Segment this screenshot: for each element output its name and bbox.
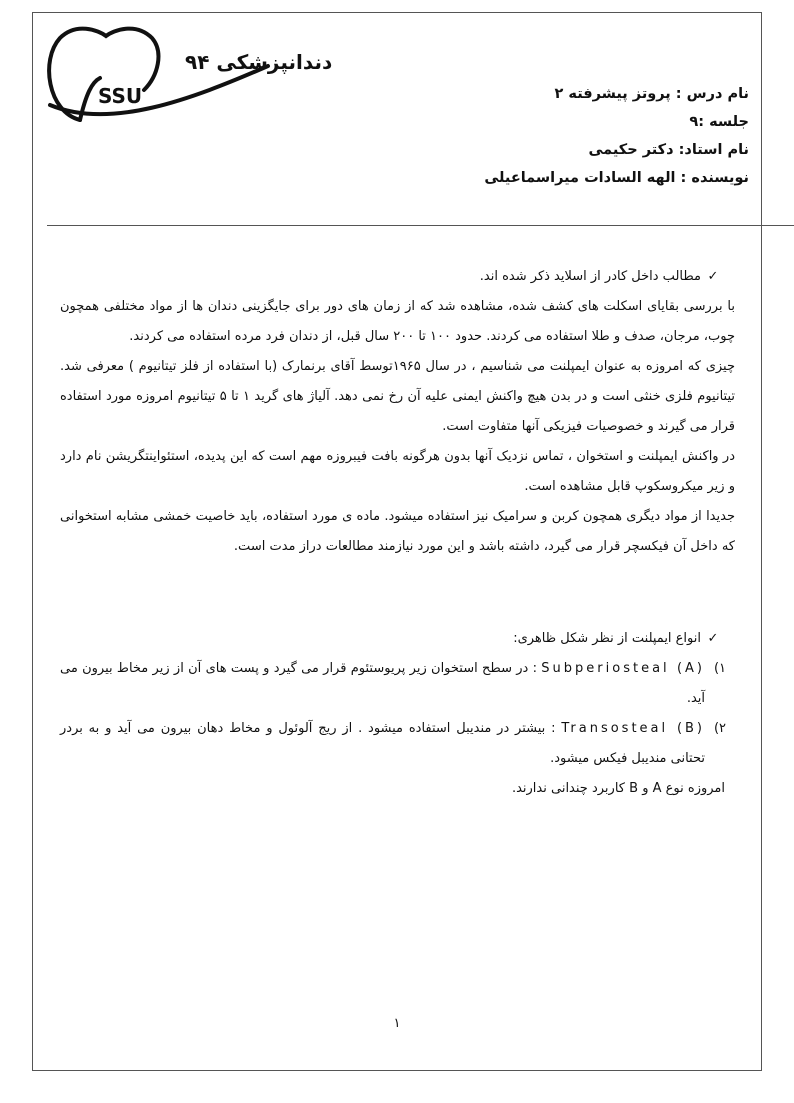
paragraph: جدیدا از مواد دیگری همچون کربن و سرامیک نیز استفاده میشود. ماده ی مورد استفاده، باید خاصیت خمشی مشابه استخوانی که داخل آن فیکسچر قرار می گیرد، داشته باشد و این مورد نیازمند مطالعات دراز مدت است. bbox=[60, 509, 735, 554]
paragraph: چیزی که امروزه به عنوان ایمپلنت می شناسیم ، در سال ۱۹۶۵توسط آقای برنمارک (با استفاده از فلز تیتانیوم ) معرفی شد. تیتانیوم فلزی خنثی است و در بدن هیچ واکنش ایمنی علیه آن رخ نمی دهد. آلیاژ های گرید ۱ تا ۵ تیتانیوم امروزه مورد استفاده قرار می گیرند و خصوصیات فیزیکی آنها متفاوت است. bbox=[60, 359, 736, 434]
session-number: جلسه :۹ bbox=[689, 114, 749, 130]
paragraph: با بررسی بقایای اسکلت های کشف شده، مشاهده شد که از زمان های دور برای جایگزینی دندان ها از مواد مختلفی همچون چوب، مرجان، صدف و طلا استفاده می کردند. حدود ۱۰۰ تا ۲۰۰ سال قبل، از دندان فرد مرده استفاده می کردند. bbox=[60, 299, 735, 344]
header-info bbox=[389, 80, 749, 192]
paragraph: در واکنش ایمپلنت و استخوان ، تماس نزدیک آنها بدون هرگونه بافت فیبروزه مهم است که این پدیده، استئواینتگریشن نام دارد و زیر میکروسکوپ قابل مشاهده است. bbox=[60, 449, 735, 494]
checkmark-icon: ✓ bbox=[707, 631, 719, 646]
implant-type-term: Transosteal (B) bbox=[561, 721, 706, 736]
course-name: نام درس : پروتز پیشرفته ۲ bbox=[554, 86, 749, 102]
bullet-text: انواع ایمپلنت از نظر شکل ظاهری: bbox=[513, 631, 701, 646]
professor-name: نام استاد: دکتر حکیمی bbox=[588, 142, 749, 158]
implant-type-term: Subperiosteal (A) bbox=[541, 661, 705, 676]
checkmark-icon: ✓ bbox=[707, 269, 719, 284]
bullet-item bbox=[60, 262, 735, 292]
list-item bbox=[60, 714, 735, 774]
list-text: : بیشتر در مندیبل استفاده میشود . از ریج آلوئول و مخاط دهان بیرون می آید و به بردر تحتانی مندیبل فیکس میشود. bbox=[60, 721, 705, 766]
list-number: ۲) bbox=[713, 721, 727, 736]
header-divider bbox=[47, 225, 794, 226]
list-number: ۱) bbox=[713, 661, 727, 676]
page-number: ۱ bbox=[393, 1016, 401, 1031]
document-body bbox=[60, 262, 735, 804]
logo-abbr: SSU bbox=[98, 84, 143, 108]
logo bbox=[40, 20, 333, 125]
list-text: : در سطح استخوان زیر پریوستئوم قرار می گیرد و پست های آن از زیر مخاط بیرون می آید. bbox=[60, 661, 705, 706]
bullet-text: مطالب داخل کادر از اسلاید ذکر شده اند. bbox=[479, 269, 701, 284]
list-item bbox=[60, 654, 735, 714]
closing-sentence: امروزه نوع A و B کاربرد چندانی ندارند. bbox=[511, 781, 725, 796]
bullet-item bbox=[60, 624, 735, 654]
author-name: نویسنده : الهه السادات میراسماعیلی bbox=[484, 170, 749, 186]
logo-title: دندانپزشکی ۹۴ bbox=[185, 50, 333, 74]
